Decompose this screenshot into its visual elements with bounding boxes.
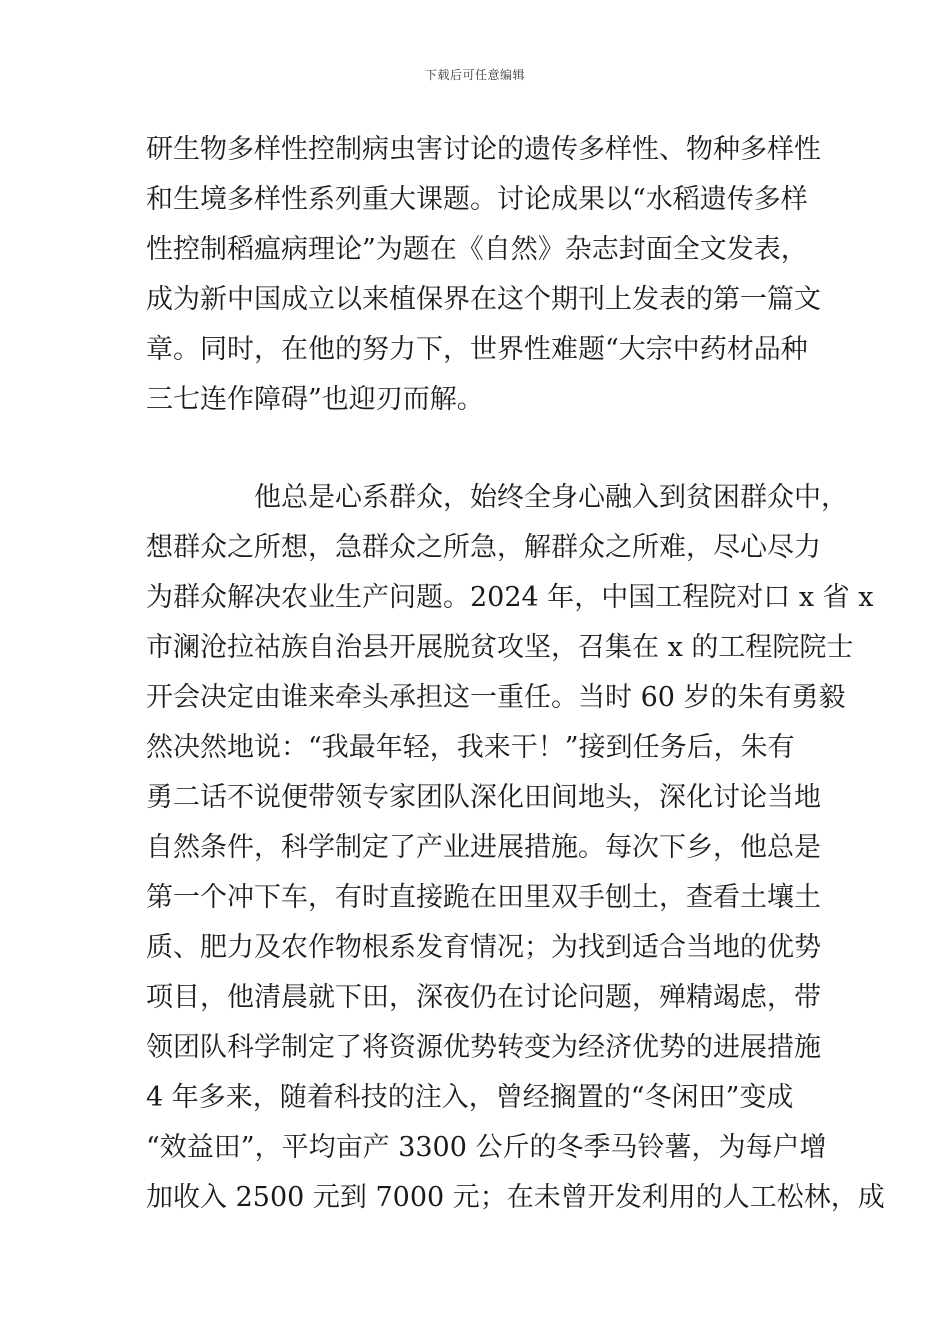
text-line: 勇二话不说便带领专家团队深化田间地头，深化讨论当地 — [146, 782, 821, 813]
paragraph-2 — [146, 473, 885, 1223]
text-line: 然决然地说：“我最年轻，我来干！”接到任务后，朱有 — [146, 732, 795, 763]
text-line: 领团队科学制定了将资源优势转变为经济优势的进展措施 — [146, 1032, 821, 1063]
text-line: 为群众解决农业生产问题。2024 年，中国工程院对口 x 省 x — [146, 582, 874, 613]
text-line: 想群众之所想，急群众之所急，解群众之所难，尽心尽力 — [146, 532, 821, 563]
text-line: 自然条件，科学制定了产业进展措施。每次下乡，他总是 — [146, 832, 821, 863]
text-line: 加收入 2500 元到 7000 元；在未曾开发利用的人工松林，成 — [146, 1182, 885, 1213]
paragraph-1 — [146, 125, 821, 425]
text-line: 章。同时，在他的努力下，世界性难题“大宗中药材品种 — [146, 334, 808, 365]
text-line: “效益田”，平均亩产 3300 公斤的冬季马铃薯，为每户增 — [146, 1132, 827, 1163]
text-line: 三七连作障碍”也迎刃而解。 — [146, 384, 484, 415]
text-line: 性控制稻瘟病理论”为题在《自然》杂志封面全文发表， — [146, 234, 808, 265]
text-line-indented: 他总是心系群众，始终全身心融入到贫困群众中， — [254, 482, 848, 513]
text-line: 成为新中国成立以来植保界在这个期刊上发表的第一篇文 — [146, 284, 821, 315]
text-line: 和生境多样性系列重大课题。讨论成果以“水稻遗传多样 — [146, 184, 808, 215]
text-line: 4 年多来，随着科技的注入，曾经搁置的“冬闲田”变成 — [146, 1082, 794, 1113]
page-header: 下载后可任意编辑 — [424, 68, 525, 82]
text-line: 市澜沧拉祜族自治县开展脱贫攻坚，召集在 x 的工程院院士 — [146, 632, 854, 663]
text-line: 质、肥力及农作物根系发育情况；为找到适合当地的优势 — [146, 932, 821, 963]
text-line: 项目，他清晨就下田，深夜仍在讨论问题，殚精竭虑，带 — [146, 982, 821, 1013]
text-line: 研生物多样性控制病虫害讨论的遗传多样性、物种多样性 — [146, 134, 821, 165]
text-line: 开会决定由谁来牵头承担这一重任。当时 60 岁的朱有勇毅 — [146, 682, 846, 713]
text-line: 第一个冲下车，有时直接跪在田里双手刨土，查看土壤土 — [146, 882, 821, 913]
